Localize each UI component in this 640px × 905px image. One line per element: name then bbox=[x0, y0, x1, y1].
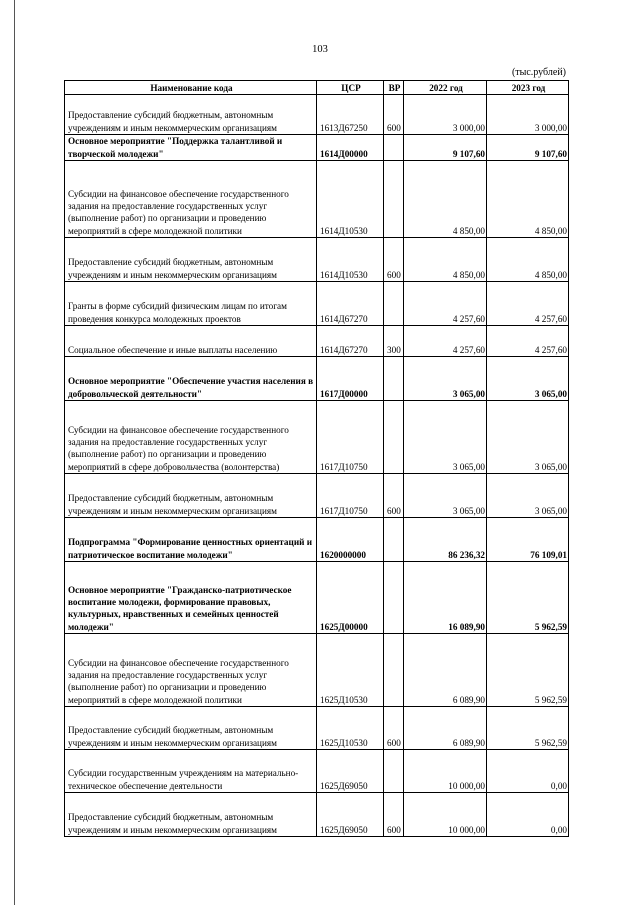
row-vr: 600 bbox=[384, 707, 404, 750]
table-row bbox=[65, 282, 569, 326]
table-row bbox=[65, 707, 569, 750]
row-csr: 1620000000 bbox=[317, 518, 384, 562]
table-row bbox=[65, 518, 569, 562]
row-csr: 1613Д67250 bbox=[317, 95, 384, 135]
table-row bbox=[65, 562, 569, 634]
row-2022: 9 107,60 bbox=[404, 135, 487, 161]
table-row bbox=[65, 326, 569, 357]
row-csr: 1625Д69050 bbox=[317, 750, 384, 793]
row-csr: 1625Д00000 bbox=[317, 562, 384, 634]
row-name: Основное мероприятие "Поддержка талантливой и творческой молодежи" bbox=[65, 135, 317, 161]
row-2022: 4 850,00 bbox=[404, 161, 487, 238]
row-vr: 600 bbox=[384, 793, 404, 837]
row-name: Субсидии на финансовое обеспечение государственного задания на предоставление государственных услуг (выполнение работ) по организации и проведению мероприятий в сфере добровольчества (волонтерства) bbox=[65, 401, 317, 474]
row-name: Субсидии государственным учреждениям на материально-техническое обеспечение деятельности bbox=[65, 750, 317, 793]
table-row bbox=[65, 135, 569, 161]
row-name: Гранты в форме субсидий физическим лицам по итогам проведения конкурса молодежных проектов bbox=[65, 282, 317, 326]
row-2022: 16 089,90 bbox=[404, 562, 487, 634]
row-vr bbox=[384, 135, 404, 161]
row-csr: 1625Д69050 bbox=[317, 793, 384, 837]
row-vr bbox=[384, 161, 404, 238]
table-row bbox=[65, 474, 569, 518]
row-name: Предоставление субсидий бюджетным, автономным учреждениям и иным некоммерческим организациям bbox=[65, 95, 317, 135]
table-row bbox=[65, 161, 569, 238]
row-name: Социальное обеспечение и иные выплаты населению bbox=[65, 326, 317, 357]
row-2022: 3 065,00 bbox=[404, 474, 487, 518]
row-vr bbox=[384, 634, 404, 707]
table-row bbox=[65, 357, 569, 401]
row-2022: 6 089,90 bbox=[404, 707, 487, 750]
row-name: Предоставление субсидий бюджетным, автономным учреждениям и иным некоммерческим организациям bbox=[65, 474, 317, 518]
row-2022: 3 065,00 bbox=[404, 401, 487, 474]
row-vr bbox=[384, 401, 404, 474]
row-csr: 1614Д67270 bbox=[317, 326, 384, 357]
row-2023: 3 065,00 bbox=[487, 474, 569, 518]
row-2022: 4 257,60 bbox=[404, 282, 487, 326]
table-row bbox=[65, 750, 569, 793]
row-2022: 3 065,00 bbox=[404, 357, 487, 401]
row-name: Субсидии на финансовое обеспечение государственного задания на предоставление государственных услуг (выполнение работ) по организации и проведению мероприятий в сфере молодежной политики bbox=[65, 634, 317, 707]
row-vr bbox=[384, 750, 404, 793]
row-name: Предоставление субсидий бюджетным, автономным учреждениям и иным некоммерческим организациям bbox=[65, 238, 317, 282]
row-csr: 1614Д10530 bbox=[317, 161, 384, 238]
row-csr: 1617Д10750 bbox=[317, 474, 384, 518]
row-2023: 4 850,00 bbox=[487, 161, 569, 238]
row-vr bbox=[384, 562, 404, 634]
header-2023: 2023 год bbox=[487, 81, 569, 95]
row-2023: 3 000,00 bbox=[487, 95, 569, 135]
row-2022: 10 000,00 bbox=[404, 750, 487, 793]
row-name: Субсидии на финансовое обеспечение государственного задания на предоставление государственных услуг (выполнение работ) по организации и проведению мероприятий в сфере молодежной политики bbox=[65, 161, 317, 238]
row-name: Предоставление субсидий бюджетным, автономным учреждениям и иным некоммерческим организациям bbox=[65, 793, 317, 837]
table-row bbox=[65, 238, 569, 282]
header-vr: ВР bbox=[384, 81, 404, 95]
row-2023: 3 065,00 bbox=[487, 357, 569, 401]
row-2023: 76 109,01 bbox=[487, 518, 569, 562]
header-2022: 2022 год bbox=[404, 81, 487, 95]
table-row bbox=[65, 401, 569, 474]
row-2022: 4 257,60 bbox=[404, 326, 487, 357]
row-csr: 1614Д10530 bbox=[317, 238, 384, 282]
row-name: Предоставление субсидий бюджетным, автономным учреждениям и иным некоммерческим организациям bbox=[65, 707, 317, 750]
table-row bbox=[65, 634, 569, 707]
row-2023: 4 257,60 bbox=[487, 326, 569, 357]
row-vr bbox=[384, 282, 404, 326]
row-vr: 600 bbox=[384, 474, 404, 518]
row-2023: 5 962,59 bbox=[487, 634, 569, 707]
row-2022: 4 850,00 bbox=[404, 238, 487, 282]
row-name: Подпрограмма "Формирование ценностных ориентаций и патриотическое воспитание молодежи" bbox=[65, 518, 317, 562]
row-csr: 1614Д00000 bbox=[317, 135, 384, 161]
table-row bbox=[65, 95, 569, 135]
row-2023: 0,00 bbox=[487, 793, 569, 837]
row-name: Основное мероприятие "Гражданско-патриотическое воспитание молодежи, формирование правовых, культурных, нравственных и семейных ценностей молодежи" bbox=[65, 562, 317, 634]
row-csr: 1617Д10750 bbox=[317, 401, 384, 474]
row-name: Основное мероприятие "Обеспечение участия населения в добровольческой деятельности" bbox=[65, 357, 317, 401]
budget-table bbox=[64, 80, 569, 837]
units-label: (тыс.рублей) bbox=[511, 67, 566, 78]
row-vr: 600 bbox=[384, 95, 404, 135]
header-csr: ЦСР bbox=[317, 81, 384, 95]
row-2022: 10 000,00 bbox=[404, 793, 487, 837]
row-vr bbox=[384, 357, 404, 401]
row-csr: 1625Д10530 bbox=[317, 634, 384, 707]
row-2023: 9 107,60 bbox=[487, 135, 569, 161]
header-name: Наименование кода bbox=[65, 81, 317, 95]
row-2023: 4 257,60 bbox=[487, 282, 569, 326]
row-csr: 1614Д67270 bbox=[317, 282, 384, 326]
row-vr bbox=[384, 518, 404, 562]
row-2023: 3 065,00 bbox=[487, 401, 569, 474]
row-vr: 300 bbox=[384, 326, 404, 357]
row-csr: 1625Д10530 bbox=[317, 707, 384, 750]
row-2023: 4 850,00 bbox=[487, 238, 569, 282]
row-csr: 1617Д00000 bbox=[317, 357, 384, 401]
row-2022: 6 089,90 bbox=[404, 634, 487, 707]
row-vr: 600 bbox=[384, 238, 404, 282]
row-2023: 5 962,59 bbox=[487, 707, 569, 750]
table-row bbox=[65, 793, 569, 837]
table-header-row bbox=[65, 81, 569, 95]
page-number: 103 bbox=[312, 44, 328, 55]
row-2023: 0,00 bbox=[487, 750, 569, 793]
row-2022: 3 000,00 bbox=[404, 95, 487, 135]
row-2022: 86 236,32 bbox=[404, 518, 487, 562]
row-2023: 5 962,59 bbox=[487, 562, 569, 634]
binding-edge-line bbox=[14, 0, 15, 905]
